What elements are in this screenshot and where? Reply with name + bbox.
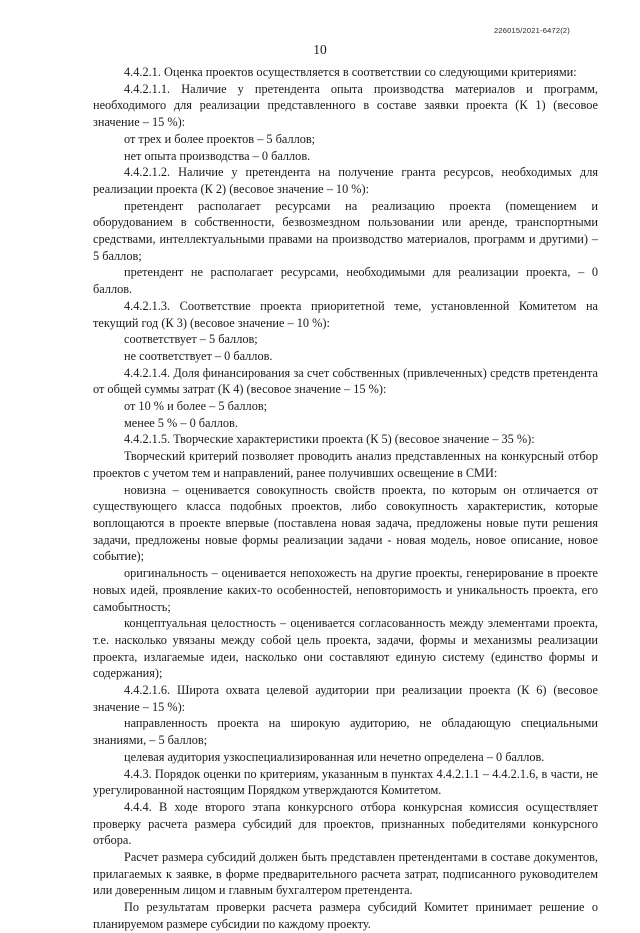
paragraph: от трех и более проектов – 5 баллов;	[124, 131, 316, 146]
paragraph: оригинальность – оценивается непохожесть на другие проекты, генерирование в проекте новых идей, проявление каких-то особенностей, неповторимость и уникальность проекта, его самобытность;	[93, 566, 598, 614]
paragraph: 4.4.2.1. Оценка проектов осуществляется в соответствии со следующими критериями:	[124, 65, 577, 79]
paragraph: По результатам проверки расчета размера субсидий Комитет принимает решение о планируемом размере субсидии по каждому проекту.	[93, 900, 598, 931]
paragraph: 4.4.2.1.2. Наличие у претендента на получение гранта ресурсов, необходимых для реализации проекта (К 2) (весовое значение – 10 %):	[93, 165, 598, 196]
paragraph: претендент располагает ресурсами на реализацию проекта (помещением и оборудованием в собственности, безвозмездном пользовании или аренде, транспортными средствами, интеллектуальными правами на производство материалов, программ и другими) – 5 баллов;	[93, 198, 598, 263]
paragraph: целевая аудитория узкоспециализированная или нечетно определена – 0 баллов.	[124, 749, 545, 764]
paragraph: от 10 % и более – 5 баллов;	[124, 399, 268, 414]
paragraph: Расчет размера субсидий должен быть представлен претендентами в составе документов, прилагаемых к заявке, в форме предварительного расчета затрат, подписанного руководителем или доверенным лицом и главным бухгалтером претендента.	[93, 850, 598, 898]
page-number: 10	[313, 42, 327, 57]
paragraph: претендент не располагает ресурсами, необходимыми для реализации проекта, – 0 баллов.	[93, 265, 598, 297]
paragraph: направленность проекта на широкую аудиторию, не обладающую специальными знаниями, – 5 баллов;	[93, 716, 598, 748]
paragraph: 4.4.2.1.1. Наличие у претендента опыта производства материалов и программ, необходимого для реализации представленного в составе заявки проекта (К 1) (весовое значение – 15 %):	[93, 81, 598, 130]
paragraph: Творческий критерий позволяет проводить анализ представленных на конкурсный отбор проектов с учетом тем и направлений, ранее получивших освещение в СМИ:	[93, 449, 598, 480]
paragraph: не соответствует – 0 баллов.	[124, 348, 273, 363]
paragraph: 4.4.4. В ходе второго этапа конкурсного отбора конкурсная комиссия осуществляет проверку расчета размера субсидий для проектов, признанных победителями конкурсного отбора.	[93, 799, 598, 848]
paragraph: 4.4.2.1.3. Соответствие проекта приоритетной теме, установленной Комитетом на текущий год (К 3) (весовое значение – 10 %):	[93, 298, 598, 330]
paragraph: новизна – оценивается совокупность свойств проекта, по которым он отличается от существующего класса подобных проектов, либо совокупность характеристик, которые воплощаются в проекте впервые (поставлена новая задача, предложены новые пути решения задачи, предложены новые формы реализации задачи - новая модель, новое описание, новое событие);	[93, 482, 598, 564]
paragraph: концептуальная целостность – оценивается согласованность между элементами проекта, т.е. насколько увязаны между собой цель проекта, задачи, формы и механизмы реализации проекта, излагаемые идеи, насколько они составляют единую систему (единство формы и содержания);	[93, 616, 598, 681]
paragraph: нет опыта производства – 0 баллов.	[124, 148, 311, 163]
paragraph: менее 5 % – 0 баллов.	[124, 415, 238, 430]
document-id: 226015/2021-6472(2)	[494, 26, 570, 35]
document-body	[93, 64, 598, 933]
paragraph: 4.4.3. Порядок оценки по критериям, указанным в пунктах 4.4.2.1.1 – 4.4.2.1.6, в части, не урегулированной настоящим Порядком утверждаются Комитетом.	[93, 766, 598, 798]
paragraph: 4.4.2.1.4. Доля финансирования за счет собственных (привлеченных) средств претендента от общей суммы затрат (К 4) (весовое значение – 15 %):	[93, 365, 598, 397]
paragraph: соответствует – 5 баллов;	[124, 332, 258, 347]
paragraph: 4.4.2.1.6. Широта охвата целевой аудитории при реализации проекта (К 6) (весовое значение – 15 %):	[93, 683, 598, 714]
paragraph: 4.4.2.1.5. Творческие характеристики проекта (К 5) (весовое значение – 35 %):	[124, 432, 535, 447]
